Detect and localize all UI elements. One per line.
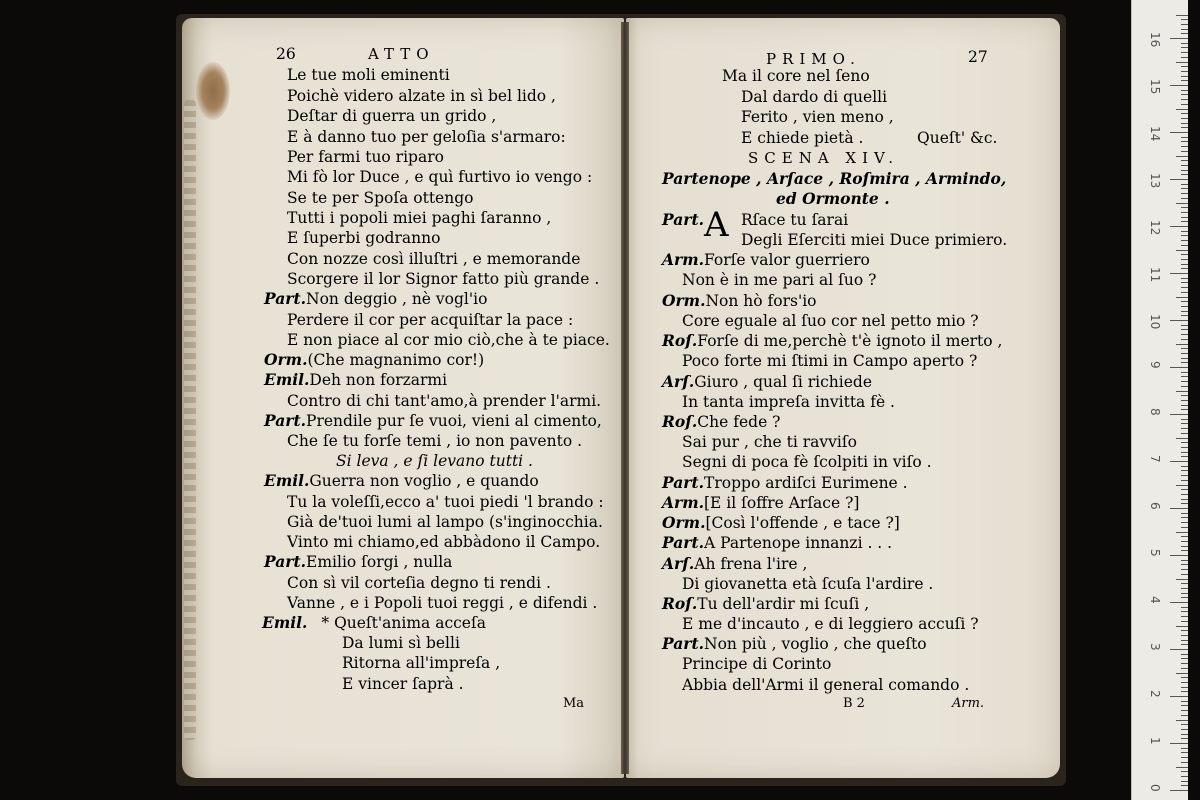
running-head-right: PRIMO. bbox=[766, 50, 861, 68]
ruler-number: 0 bbox=[1148, 784, 1162, 792]
ruler-number: 3 bbox=[1148, 643, 1162, 651]
speech-text: Ah frena l'ire , bbox=[694, 555, 808, 573]
ruler-tick bbox=[1181, 301, 1188, 302]
ruler-tick bbox=[1170, 743, 1188, 744]
speech-line bbox=[662, 635, 927, 653]
ruler-tick bbox=[1181, 99, 1188, 100]
speaker-name: Roſ. bbox=[662, 331, 698, 350]
ruler-tick bbox=[1181, 734, 1188, 735]
ruler-tick bbox=[1181, 19, 1188, 20]
text-line: Mi fò lor Duce , e quì furtivo io vengo : bbox=[287, 168, 593, 186]
ruler-tick bbox=[1176, 344, 1188, 345]
page-edge-wear bbox=[184, 100, 196, 740]
ruler-tick bbox=[1170, 508, 1188, 509]
ruler-tick bbox=[1181, 588, 1188, 589]
ruler-tick bbox=[1181, 663, 1188, 664]
ruler-tick bbox=[1181, 33, 1188, 34]
ruler-tick bbox=[1181, 52, 1188, 53]
ruler-tick bbox=[1181, 90, 1188, 91]
signature-mark: B 2 bbox=[843, 696, 865, 711]
ruler-tick bbox=[1176, 62, 1188, 63]
speech-line bbox=[662, 595, 869, 613]
ruler-tick bbox=[1181, 536, 1188, 537]
ruler-tick bbox=[1181, 701, 1188, 702]
speech-line bbox=[264, 290, 487, 308]
ruler-tick bbox=[1181, 245, 1188, 246]
ruler-tick bbox=[1181, 212, 1188, 213]
drop-capital: A bbox=[704, 205, 729, 245]
text-line: Poco forte mi ſtimi in Campo aperto ? bbox=[682, 352, 978, 370]
speech-line bbox=[264, 472, 539, 490]
ruler-tick bbox=[1181, 334, 1188, 335]
speech-text: Non hò fors'io bbox=[705, 292, 817, 310]
catchword-left: Ma bbox=[563, 696, 585, 711]
speech-line bbox=[264, 371, 447, 389]
ruler-tick bbox=[1181, 705, 1188, 706]
ruler-tick bbox=[1170, 320, 1188, 321]
ruler-tick bbox=[1181, 400, 1188, 401]
ruler-tick bbox=[1170, 555, 1188, 556]
ruler-tick bbox=[1181, 348, 1188, 349]
ruler-tick bbox=[1181, 282, 1188, 283]
text-line: Ritorna all'impreſa , bbox=[342, 654, 501, 672]
ruler-number: 12 bbox=[1148, 220, 1162, 236]
ruler-tick bbox=[1181, 630, 1188, 631]
ruler-tick bbox=[1181, 146, 1188, 147]
character-list: Partenope , Arſace , Roſmira , Armindo, bbox=[662, 169, 1007, 188]
text-line: Poichè videro alzate in sì bel lido , bbox=[287, 87, 556, 105]
ruler-tick bbox=[1181, 231, 1188, 232]
speaker-name: Roſ. bbox=[662, 412, 698, 431]
ruler-tick bbox=[1181, 611, 1188, 612]
text-line: Dal dardo di quelli bbox=[741, 88, 888, 106]
ruler-tick bbox=[1176, 485, 1188, 486]
ruler-tick bbox=[1181, 475, 1188, 476]
ruler-number: 10 bbox=[1148, 314, 1162, 330]
ruler-tick bbox=[1181, 785, 1188, 786]
speech-line bbox=[262, 614, 486, 632]
book-gutter bbox=[621, 22, 629, 774]
ruler-tick bbox=[1181, 43, 1188, 44]
speaker-name: Part. bbox=[264, 289, 307, 308]
ruler-tick bbox=[1181, 691, 1188, 692]
speaker-name: Part. bbox=[662, 533, 705, 552]
ruler-tick bbox=[1181, 104, 1188, 105]
ruler-tick bbox=[1181, 376, 1188, 377]
ruler-tick bbox=[1181, 353, 1188, 354]
measurement-ruler bbox=[1131, 0, 1188, 800]
ruler-tick bbox=[1181, 184, 1188, 185]
text-line: E me d'incauto , e di leggiero accuſi ? bbox=[682, 615, 979, 633]
ruler-tick bbox=[1181, 494, 1188, 495]
speaker-name: Orm. bbox=[264, 350, 308, 369]
ruler-tick bbox=[1181, 480, 1188, 481]
speaker-name: Roſ. bbox=[662, 594, 698, 613]
ruler-tick bbox=[1181, 527, 1188, 528]
ruler-tick bbox=[1181, 240, 1188, 241]
text-line: Principe di Corinto bbox=[682, 655, 832, 673]
ruler-tick bbox=[1170, 367, 1188, 368]
ruler-tick bbox=[1181, 118, 1188, 119]
ruler-tick bbox=[1181, 489, 1188, 490]
ruler-tick bbox=[1176, 109, 1188, 110]
ruler-tick bbox=[1181, 188, 1188, 189]
ruler-tick bbox=[1176, 673, 1188, 674]
ruler-number: 6 bbox=[1148, 502, 1162, 510]
ruler-tick bbox=[1181, 315, 1188, 316]
ruler-tick bbox=[1181, 264, 1188, 265]
speaker-name: Part. bbox=[662, 473, 705, 492]
speaker-name: Part. bbox=[264, 411, 307, 430]
text-line: E ſuperbi godranno bbox=[287, 229, 441, 247]
ruler-tick bbox=[1181, 381, 1188, 382]
ruler-tick bbox=[1170, 38, 1188, 39]
speech-line bbox=[662, 251, 870, 269]
ruler-tick bbox=[1181, 174, 1188, 175]
ruler-tick bbox=[1181, 593, 1188, 594]
text-line: Le tue moli eminenti bbox=[287, 66, 450, 84]
scene-heading: SCENA XIV. bbox=[748, 149, 900, 167]
ruler-tick bbox=[1181, 311, 1188, 312]
speech-line bbox=[662, 534, 892, 552]
ruler-tick bbox=[1176, 250, 1188, 251]
ruler-tick bbox=[1181, 235, 1188, 236]
ruler-tick bbox=[1170, 790, 1188, 791]
speech-line bbox=[662, 373, 872, 391]
ruler-tick bbox=[1181, 710, 1188, 711]
text-line: Non è in me pari al ſuo ? bbox=[682, 271, 877, 289]
text-line: Se te per Spoſa ottengo bbox=[287, 189, 474, 207]
ruler-tick bbox=[1181, 94, 1188, 95]
text-line: Sai pur , che ti ravviſo bbox=[682, 433, 857, 451]
ruler-tick bbox=[1181, 57, 1188, 58]
speech-text: Troppo ardiſci Eurimene . bbox=[704, 474, 908, 492]
speech-text: Deh non forzarmi bbox=[309, 371, 448, 389]
ruler-tick bbox=[1181, 66, 1188, 67]
ruler-tick bbox=[1181, 329, 1188, 330]
text-line: Ma il core nel ſeno bbox=[722, 67, 870, 85]
speech-line bbox=[662, 474, 908, 492]
ruler-tick bbox=[1176, 626, 1188, 627]
text-line: Con sì vil corteſia degno ti rendi . bbox=[287, 574, 551, 592]
ruler-tick bbox=[1181, 137, 1188, 138]
ruler-tick bbox=[1181, 80, 1188, 81]
ruler-number: 2 bbox=[1148, 690, 1162, 698]
speech-line bbox=[264, 553, 452, 571]
ruler-tick bbox=[1181, 640, 1188, 641]
ruler-tick bbox=[1181, 635, 1188, 636]
speech-line bbox=[662, 292, 817, 310]
ruler-tick bbox=[1181, 724, 1188, 725]
speech-line bbox=[662, 494, 859, 512]
ruler-tick bbox=[1176, 720, 1188, 721]
speech-text: Tu dell'ardir mi ſcuſi , bbox=[697, 595, 870, 613]
ruler-tick bbox=[1181, 433, 1188, 434]
ruler-tick bbox=[1181, 738, 1188, 739]
ruler-tick bbox=[1181, 287, 1188, 288]
text-line: In tanta impreſa invitta fè . bbox=[682, 393, 895, 411]
speaker-name: Emil. bbox=[264, 370, 310, 389]
ruler-tick bbox=[1181, 47, 1188, 48]
speech-line bbox=[264, 412, 602, 430]
ruler-tick bbox=[1176, 579, 1188, 580]
ruler-tick bbox=[1176, 203, 1188, 204]
ruler-number: 16 bbox=[1148, 32, 1162, 48]
ruler-tick bbox=[1181, 607, 1188, 608]
ruler-tick bbox=[1181, 193, 1188, 194]
text-line: E vincer ſaprà . bbox=[342, 675, 464, 693]
speaker-name: Arm. bbox=[662, 493, 704, 512]
speaker-name: Emil. bbox=[262, 613, 308, 632]
text-line: Che ſe tu forſe temi , io non pavento . bbox=[287, 432, 582, 450]
ruler-tick bbox=[1181, 447, 1188, 448]
speech-line bbox=[264, 351, 484, 369]
ruler-tick bbox=[1181, 358, 1188, 359]
ruler-number: 15 bbox=[1148, 79, 1162, 95]
ruler-tick bbox=[1181, 207, 1188, 208]
ruler-tick bbox=[1181, 165, 1188, 166]
ruler-number: 4 bbox=[1148, 596, 1162, 604]
ruler-tick bbox=[1176, 532, 1188, 533]
ruler-tick bbox=[1181, 658, 1188, 659]
ruler-tick bbox=[1176, 391, 1188, 392]
character-list: ed Ormonte . bbox=[776, 189, 890, 208]
ruler-tick bbox=[1176, 438, 1188, 439]
text-line: Core eguale al ſuo cor nel petto mio ? bbox=[682, 312, 979, 330]
margin-note: Queſt' &c. bbox=[917, 129, 998, 147]
ruler-tick bbox=[1181, 217, 1188, 218]
ruler-tick bbox=[1181, 339, 1188, 340]
ruler-number: 8 bbox=[1148, 408, 1162, 416]
speech-text: Prendile pur ſe vuoi, vieni al cimento, bbox=[306, 412, 602, 430]
speech-text: Che fede ? bbox=[697, 413, 781, 431]
ruler-tick bbox=[1181, 757, 1188, 758]
text-line: Da lumi sì belli bbox=[342, 634, 460, 652]
ruler-tick bbox=[1181, 198, 1188, 199]
ruler-tick bbox=[1181, 677, 1188, 678]
speech-text: A Partenope innanzi . . . bbox=[704, 534, 893, 552]
ruler-tick bbox=[1181, 29, 1188, 30]
text-line: Vinto mi chiamo,ed abbàdono il Campo. bbox=[287, 533, 601, 551]
ruler-tick bbox=[1181, 151, 1188, 152]
speech-text: Giuro , qual ſi richiede bbox=[694, 373, 873, 391]
ruler-tick bbox=[1170, 696, 1188, 697]
speaker-name: Emil. bbox=[264, 471, 310, 490]
speaker-name: Arſ. bbox=[662, 372, 695, 391]
ruler-tick bbox=[1181, 423, 1188, 424]
ruler-tick bbox=[1170, 602, 1188, 603]
ruler-tick bbox=[1181, 127, 1188, 128]
ruler-tick bbox=[1181, 456, 1188, 457]
text-line: Con nozze così illuſtri , e memorande bbox=[287, 250, 581, 268]
ruler-tick bbox=[1181, 24, 1188, 25]
ruler-tick bbox=[1181, 569, 1188, 570]
ruler-tick bbox=[1170, 414, 1188, 415]
ruler-tick bbox=[1181, 113, 1188, 114]
ruler-tick bbox=[1170, 461, 1188, 462]
water-stain bbox=[196, 62, 230, 120]
ruler-tick bbox=[1181, 452, 1188, 453]
text-line: Per farmi tuo riparo bbox=[287, 148, 444, 166]
ruler-tick bbox=[1181, 76, 1188, 77]
speaker-name: Orm. bbox=[662, 291, 706, 310]
text-line: Abbia dell'Armi il general comando . bbox=[682, 676, 970, 694]
ruler-tick bbox=[1170, 179, 1188, 180]
speaker-name: Part. bbox=[264, 552, 307, 571]
ruler-tick bbox=[1181, 546, 1188, 547]
ruler-tick bbox=[1181, 729, 1188, 730]
speech-line bbox=[662, 332, 1002, 350]
ruler-tick bbox=[1181, 654, 1188, 655]
speech-text: Forſe di me,perchè t'è ignoto il merto , bbox=[697, 332, 1003, 350]
speech-text: Emilio ſorgi , nulla bbox=[306, 553, 453, 571]
ruler-tick bbox=[1181, 668, 1188, 669]
speech-text: Non più , voglio , che queſto bbox=[704, 635, 927, 653]
ruler-number: 9 bbox=[1148, 361, 1162, 369]
catchword-right: Arm. bbox=[952, 696, 985, 711]
speech-text: Guerra non voglio , e quando bbox=[309, 472, 539, 490]
ruler-tick bbox=[1181, 682, 1188, 683]
ruler-tick bbox=[1181, 499, 1188, 500]
ruler-tick bbox=[1170, 132, 1188, 133]
speech-line bbox=[662, 413, 780, 431]
ruler-tick bbox=[1181, 621, 1188, 622]
ruler-number: 14 bbox=[1148, 126, 1162, 142]
ruler-tick bbox=[1170, 226, 1188, 227]
ruler-tick bbox=[1181, 428, 1188, 429]
ruler-number: 5 bbox=[1148, 549, 1162, 557]
ruler-tick bbox=[1181, 762, 1188, 763]
ruler-tick bbox=[1181, 748, 1188, 749]
ruler-tick bbox=[1170, 649, 1188, 650]
ruler-tick bbox=[1181, 550, 1188, 551]
text-line: Ferito , vien meno , bbox=[741, 108, 894, 126]
speech-text: Non deggio , nè vogl'io bbox=[306, 290, 488, 308]
stage-direction: Si leva , e ſi levano tutti . bbox=[336, 452, 533, 470]
text-line: Degli Eſerciti miei Duce primiero. bbox=[741, 231, 1008, 249]
text-line: Già de'tuoi lumi al lampo (s'inginocchia. bbox=[287, 513, 603, 531]
ruler-tick bbox=[1181, 123, 1188, 124]
ruler-number: 13 bbox=[1148, 173, 1162, 189]
text-line: Rſace tu ſarai bbox=[741, 211, 849, 229]
ruler-tick bbox=[1181, 259, 1188, 260]
ruler-tick bbox=[1181, 395, 1188, 396]
ruler-tick bbox=[1170, 85, 1188, 86]
ruler-tick bbox=[1181, 687, 1188, 688]
text-line: E à danno tuo per geloſia s'armaro: bbox=[287, 128, 566, 146]
ruler-tick bbox=[1181, 160, 1188, 161]
ruler-tick bbox=[1181, 372, 1188, 373]
ruler-tick bbox=[1181, 644, 1188, 645]
speech-text: Forſe valor guerriero bbox=[704, 251, 870, 269]
speaker-name: Orm. bbox=[662, 513, 706, 532]
ruler-tick bbox=[1181, 574, 1188, 575]
speaker-name: Arſ. bbox=[662, 554, 695, 573]
speech-text: [Così l'offende , e tace ?] bbox=[705, 514, 900, 532]
ruler-tick bbox=[1176, 156, 1188, 157]
speech-line bbox=[662, 514, 900, 532]
ruler-tick bbox=[1181, 776, 1188, 777]
text-line: Contro di chi tant'amo,à prender l'armi. bbox=[287, 392, 602, 410]
ruler-tick bbox=[1181, 278, 1188, 279]
ruler-tick bbox=[1176, 15, 1188, 16]
ruler-tick bbox=[1181, 771, 1188, 772]
ruler-tick bbox=[1181, 517, 1188, 518]
ruler-tick bbox=[1181, 715, 1188, 716]
ruler-tick bbox=[1181, 597, 1188, 598]
ruler-tick bbox=[1181, 781, 1188, 782]
ruler-tick bbox=[1181, 541, 1188, 542]
ruler-tick bbox=[1181, 268, 1188, 269]
ruler-tick bbox=[1181, 503, 1188, 504]
ruler-tick bbox=[1181, 752, 1188, 753]
ruler-tick bbox=[1181, 513, 1188, 514]
speech-text: [E il ſoffre Arſace ?] bbox=[704, 494, 860, 512]
text-line: Tu la voleſſi,ecco a' tuoi piedi 'l brando : bbox=[287, 493, 604, 511]
ruler-tick bbox=[1181, 254, 1188, 255]
ruler-tick bbox=[1181, 466, 1188, 467]
speaker-name: Arm. bbox=[662, 250, 704, 269]
ruler-tick bbox=[1181, 564, 1188, 565]
ruler-tick bbox=[1181, 71, 1188, 72]
ruler-tick bbox=[1181, 221, 1188, 222]
speaker-name: Part. bbox=[662, 210, 705, 229]
text-line: Deſtar di guerra un grido , bbox=[287, 107, 497, 125]
ruler-tick bbox=[1181, 325, 1188, 326]
speaker-name: Part. bbox=[662, 634, 705, 653]
ruler-tick bbox=[1181, 522, 1188, 523]
speech-text: * Queſt'anima acceſa bbox=[321, 614, 486, 632]
ruler-tick bbox=[1176, 767, 1188, 768]
ruler-tick bbox=[1181, 419, 1188, 420]
ruler-tick bbox=[1181, 386, 1188, 387]
ruler-tick bbox=[1181, 170, 1188, 171]
speech-text: (Che magnanimo cor!) bbox=[307, 351, 485, 369]
text-line: E non piace al cor mio ciò,che à te piace. bbox=[287, 331, 610, 349]
page-number-left: 26 bbox=[276, 45, 296, 63]
text-line: Scorgere il lor Signor fatto più grande . bbox=[287, 270, 600, 288]
text-line: Perdere il cor per acquiſtar la pace : bbox=[287, 311, 574, 329]
running-head-left: ATTO bbox=[368, 45, 435, 63]
ruler-tick bbox=[1181, 405, 1188, 406]
page-number-right: 27 bbox=[968, 48, 988, 66]
ruler-tick bbox=[1181, 292, 1188, 293]
ruler-tick bbox=[1176, 297, 1188, 298]
ruler-tick bbox=[1181, 362, 1188, 363]
text-line: Segni di poca fè ſcolpiti in viſo . bbox=[682, 453, 932, 471]
ruler-number: 1 bbox=[1148, 737, 1162, 745]
text-line: Tutti i popoli miei paghi ſaranno , bbox=[287, 209, 552, 227]
ruler-tick bbox=[1181, 442, 1188, 443]
ruler-number: 7 bbox=[1148, 455, 1162, 463]
text-line: E chiede pietà . bbox=[741, 129, 864, 147]
text-line: Vanne , e i Popoli tuoi reggi , e difendi . bbox=[287, 594, 598, 612]
speech-line bbox=[662, 555, 807, 573]
ruler-tick bbox=[1170, 273, 1188, 274]
ruler-tick bbox=[1181, 470, 1188, 471]
ruler-tick bbox=[1181, 141, 1188, 142]
ruler-tick bbox=[1181, 616, 1188, 617]
ruler-tick bbox=[1181, 583, 1188, 584]
ruler-number: 11 bbox=[1148, 267, 1162, 283]
ruler-tick bbox=[1181, 409, 1188, 410]
ruler-tick bbox=[1181, 560, 1188, 561]
text-line: Di giovanetta età ſcuſa l'ardire . bbox=[682, 575, 934, 593]
ruler-tick bbox=[1181, 306, 1188, 307]
